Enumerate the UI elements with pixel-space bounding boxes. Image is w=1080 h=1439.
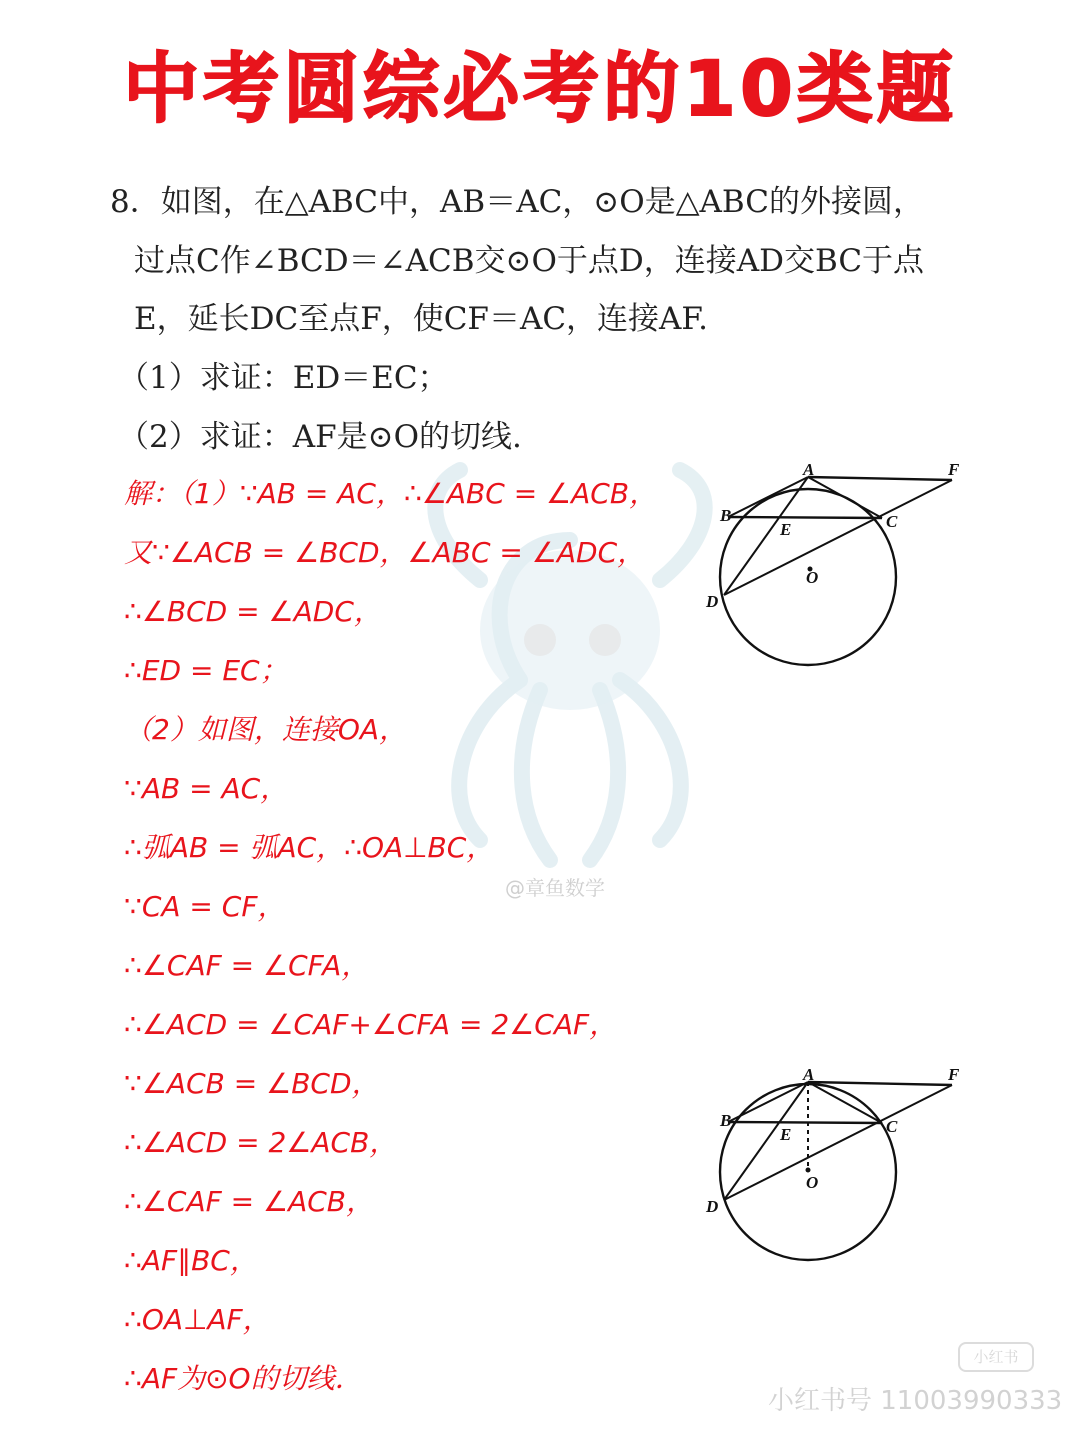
solution-line-15: ∴OA⊥AF， <box>124 1303 271 1336</box>
problem-part-1: （1）求证：ED＝EC； <box>118 360 449 396</box>
problem-line-3: E，延长DC至点F，使CF＝AC，连接AF. <box>134 301 708 337</box>
label-E-2: E <box>780 1125 792 1144</box>
watermark-text: @章鱼数学 <box>505 876 605 900</box>
solution-line-12: ∴∠ACD = 2∠ACB， <box>124 1126 398 1159</box>
label-A-2: A <box>803 1065 815 1084</box>
problem-line-1: 8．如图，在△ABC中，AB＝AC，⊙O是△ABC的外接圆， <box>110 184 924 220</box>
page-title: 中考圆综必考的10类题 <box>123 44 957 133</box>
geometry-figure-1 <box>700 455 980 670</box>
octopus-watermark-icon <box>420 460 720 880</box>
label-A: A <box>803 460 815 479</box>
solution-line-7: ∴弧AB = 弧AC，∴OA⊥BC， <box>124 831 495 864</box>
label-B-2: B <box>720 1111 732 1130</box>
solution-line-1: 解：（1）∵AB = AC，∴∠ABC = ∠ACB， <box>124 477 658 510</box>
label-F: F <box>948 460 960 479</box>
solution-line-9: ∴∠CAF = ∠CFA， <box>124 949 370 982</box>
solution-line-6: ∵AB = AC， <box>124 772 289 805</box>
solution-line-10: ∴∠ACD = ∠CAF+∠CFA = 2∠CAF， <box>124 1008 618 1041</box>
label-F-2: F <box>948 1065 960 1084</box>
solution-line-3: ∴∠BCD = ∠ADC， <box>124 595 382 628</box>
problem-part-2: （2）求证：AF是⊙O的切线. <box>118 419 522 455</box>
solution-line-13: ∴∠CAF = ∠ACB， <box>124 1185 375 1218</box>
label-C-2: C <box>886 1117 898 1136</box>
solution-line-14: ∴AF∥BC， <box>124 1244 258 1277</box>
label-E: E <box>780 520 792 539</box>
geometry-figure-2 <box>700 1060 980 1275</box>
solution-line-8: ∵CA = CF， <box>124 890 286 923</box>
label-C: C <box>886 512 898 531</box>
label-O: O <box>806 568 819 587</box>
solution-line-2: 又∵∠ACB = ∠BCD，∠ABC = ∠ADC， <box>124 536 646 569</box>
solution-line-16: ∴AF为⊙O的切线． <box>124 1362 363 1395</box>
solution-line-4: ∴ED = EC； <box>124 654 288 687</box>
label-B: B <box>720 506 732 525</box>
brand-id: 小红书号 11003990333 <box>768 1386 1063 1416</box>
brand-logo: 小红书 <box>958 1342 1034 1372</box>
solution-line-11: ∵∠ACB = ∠BCD， <box>124 1067 380 1100</box>
solution-line-5: （2）如图，连接OA， <box>124 713 408 746</box>
label-D-2: D <box>706 1197 719 1216</box>
label-D: D <box>706 592 719 611</box>
label-O-2: O <box>806 1173 819 1192</box>
problem-line-2: 过点C作∠BCD＝∠ACB交⊙O于点D，连接AD交BC于点 <box>134 243 925 279</box>
